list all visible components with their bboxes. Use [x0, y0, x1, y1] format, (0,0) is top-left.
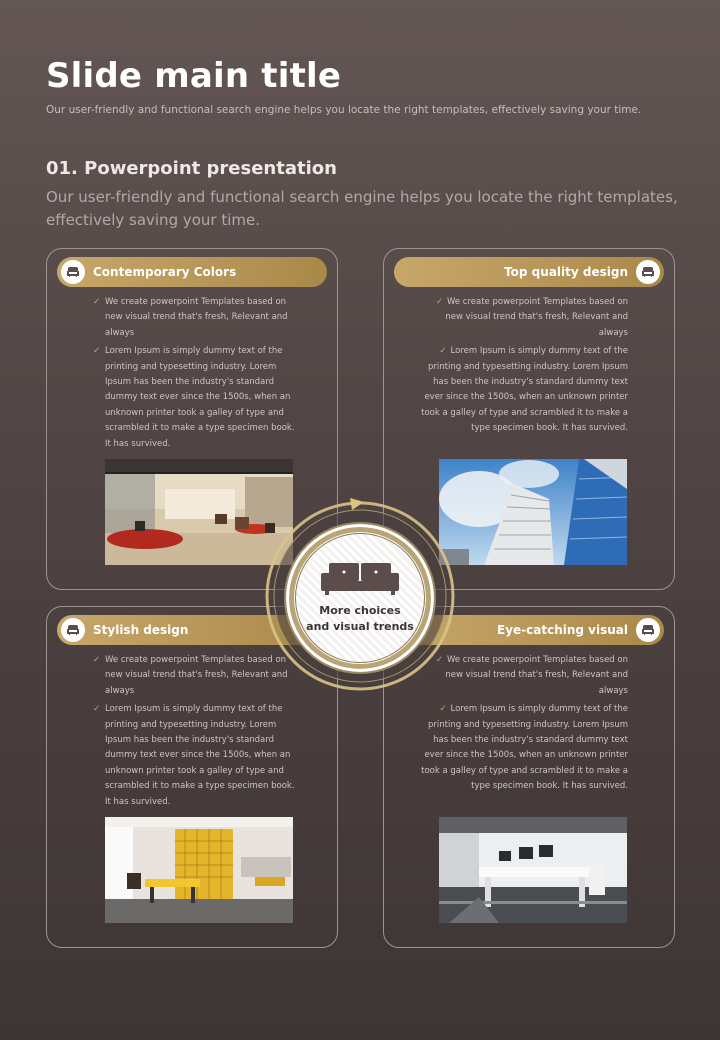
check-icon: ✓: [93, 655, 101, 665]
armchair-icon: [636, 618, 660, 642]
card-title: Contemporary Colors: [93, 265, 237, 279]
center-line-2: and visual trends: [306, 620, 414, 633]
check-icon: ✓: [439, 704, 447, 715]
slide-subtitle: Our user-friendly and functional search engine helps you locate the right templates, effectively saving your time.: [46, 104, 642, 116]
bullet-list: [420, 295, 628, 440]
check-icon: ✓: [93, 297, 101, 307]
card-header: [394, 257, 664, 287]
check-icon: ✓: [435, 297, 443, 307]
bullet-item: ✓ Lorem Ipsum is simply dummy text of the printing and typesetting industry. Lorem Ipsum has been the industry's standard dummy text ever since the 1500s, when an unknown printer took a galley of type and scrambled it to make a type specimen book. It has survived.: [421, 704, 628, 792]
skyscrapers-photo: [439, 459, 627, 565]
check-icon: ✓: [439, 346, 447, 357]
sofa-icon: [321, 561, 399, 599]
check-icon: ✓: [93, 704, 101, 715]
slide-title: Slide main title: [46, 56, 342, 96]
armchair-icon: [61, 260, 85, 284]
armchair-icon: [61, 618, 85, 642]
bullet-item: ✓ We create powerpoint Templates based on new visual trend that's fresh, Relevant and always: [93, 655, 288, 696]
section-heading: 01. Powerpoint presentation: [46, 158, 337, 179]
check-icon: ✓: [93, 346, 101, 357]
card-title: Stylish design: [93, 623, 189, 637]
card-header: [57, 257, 327, 287]
center-badge: [286, 524, 434, 672]
card-title: Eye-catching visual: [497, 623, 628, 637]
section-description: Our user-friendly and functional search engine helps you locate the right templates, effectively saving your time.: [46, 188, 678, 229]
center-line-1: More choices: [319, 604, 401, 617]
bullet-list: [93, 295, 301, 455]
card-title: Top quality design: [504, 265, 628, 279]
bullet-item: ✓ Lorem Ipsum is simply dummy text of the printing and typesetting industry. Lorem Ipsum has been the industry's standard dummy text ever since the 1500s, when an unknown printer took a galley of type and scrambled it to make a type specimen book. It has survived.: [421, 346, 628, 434]
yellow-office-photo: [105, 817, 293, 923]
bullet-item: ✓ Lorem Ipsum is simply dummy text of the printing and typesetting industry. Lorem Ipsum has been the industry's standard dummy text ever since the 1500s, when an unknown printer took a galley of type and scrambled it to make a type specimen book. It has survived.: [93, 346, 295, 449]
bullet-item: ✓ Lorem Ipsum is simply dummy text of the printing and typesetting industry. Lorem Ipsum has been the industry's standard dummy text ever since the 1500s, when an unknown printer took a galley of type and scrambled it to make a type specimen book. It has survived.: [93, 704, 295, 807]
bullet-item: ✓ We create powerpoint Templates based on new visual trend that's fresh, Relevant and always: [435, 297, 628, 338]
center-badge-text: [306, 603, 414, 635]
bullet-item: ✓ We create powerpoint Templates based on new visual trend that's fresh, Relevant and always: [93, 297, 288, 338]
armchair-icon: [636, 260, 660, 284]
check-icon: ✓: [435, 655, 443, 665]
white-office-photo: [439, 817, 627, 923]
bullet-item: ✓ We create powerpoint Templates based on new visual trend that's fresh, Relevant and always: [435, 655, 628, 696]
